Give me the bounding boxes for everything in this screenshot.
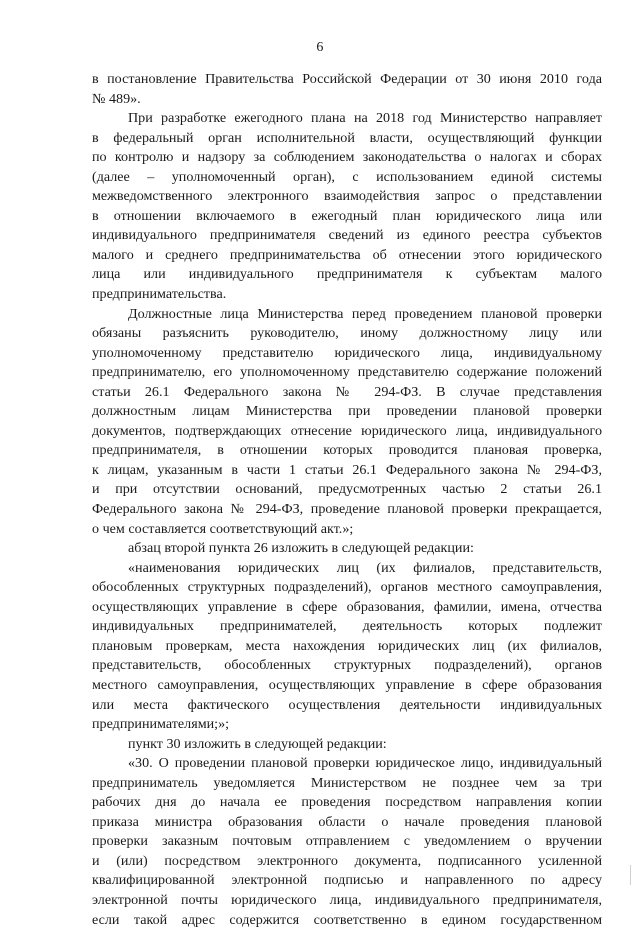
text-line: плановым проверкам, места нахождения юридических лиц (их филиалов, xyxy=(92,637,602,654)
page-number: 6 xyxy=(316,40,324,55)
text-line: обособленных структурных подразделений), органов местного самоуправления, xyxy=(92,579,602,596)
text-line: местного самоуправления, осуществляющих управление в сфере образования xyxy=(92,676,602,693)
text-line: по контролю и надзору за соблюдением законодательства о налогах и сборах xyxy=(92,149,602,166)
text-line: в федеральный орган исполнительной власти, осуществляющий функции xyxy=(92,129,602,146)
text-line: обязаны разъяснить руководителю, иному должностному лицу или xyxy=(92,325,602,342)
text-line: предпринимательства. xyxy=(92,286,227,303)
text-line: электронной почты юридического лица, индивидуального предпринимателя, xyxy=(92,891,602,908)
text-line: о чем составляется соответствующий акт.»; xyxy=(92,520,354,537)
scan-artifact xyxy=(630,865,631,885)
text-line: осуществляющих управление в сфере образования, фамилии, имена, отчества xyxy=(92,598,602,615)
text-line: абзац второй пункта 26 изложить в следующей редакции: xyxy=(128,540,474,557)
text-line: квалифицированной электронной подписью и направленного по адресу xyxy=(92,872,602,889)
text-line: индивидуальных предпринимателей, деятельность которых подлежит xyxy=(92,618,602,635)
text-line: предпринимателями;»; xyxy=(92,716,230,733)
text-line: и при отсутствии оснований, предусмотренных частью 2 статьи 26.1 xyxy=(92,481,602,498)
text-line: лица или индивидуального предпринимателя к субъектам малого xyxy=(92,266,602,283)
text-line: предприниматель уведомляется Министерством не позднее чем за три xyxy=(92,774,602,791)
text-line: рабочих дня до начала ее проведения посредством направления копии xyxy=(92,794,602,811)
text-line: статьи 26.1 Федерального закона № 294-ФЗ. В случае представления xyxy=(92,383,602,400)
text-line: в отношении включаемого в ежегодный план юридического лица или xyxy=(92,207,602,224)
text-line: «наименования юридических лиц (их филиалов, представительств, xyxy=(128,559,602,576)
text-line: Должностные лица Министерства перед проведением плановой проверки xyxy=(128,305,602,322)
text-line: уполномоченному представителю юридического лица, индивидуальному xyxy=(92,344,602,361)
text-line: должностным лицам Министерства при проведении плановой проверки xyxy=(92,403,602,420)
text-line: При разработке ежегодного плана на 2018 год Министерство направляет xyxy=(128,110,602,127)
text-line: проверки заказным почтовым отправлением с уведомлением о вручении xyxy=(92,833,602,850)
text-line: малого и среднего предпринимательства об отнесении этого юридического xyxy=(92,246,602,263)
text-line: предпринимателя, в отношении которых проводится плановая проверка, xyxy=(92,442,602,459)
text-line: предпринимателю, его уполномоченному представителю содержание положений xyxy=(92,364,602,381)
text-line: если такой адрес содержится соответственно в едином государственном xyxy=(92,911,602,928)
text-line: «30. О проведении плановой проверки юридическое лицо, индивидуальный xyxy=(128,755,602,772)
text-line: или места фактического осуществления деятельности индивидуальных xyxy=(92,696,602,713)
text-line: № 489». xyxy=(92,90,141,107)
text-line: документов, подтверждающих отнесение юридического лица, индивидуального xyxy=(92,422,602,439)
text-line: представительств, обособленных структурных подразделений), органов xyxy=(92,657,602,674)
text-line: и (или) посредством электронного документа, подписанного усиленной xyxy=(92,852,602,869)
document-body xyxy=(92,70,602,930)
text-line: межведомственного электронного взаимодействия запрос о представлении xyxy=(92,188,602,205)
text-line: приказа министра образования области о начале проведения плановой xyxy=(92,813,602,830)
text-line: к лицам, указанным в части 1 статьи 26.1 Федерального закона № 294-ФЗ, xyxy=(92,461,602,478)
text-line: пункт 30 изложить в следующей редакции: xyxy=(128,735,387,752)
text-line: в постановление Правительства Российской Федерации от 30 июня 2010 года xyxy=(92,71,602,87)
text-line: индивидуального предпринимателя сведений из единого реестра субъектов xyxy=(92,227,602,244)
text-line: Федерального закона № 294-ФЗ, проведение плановой проверки прекращается, xyxy=(92,501,602,518)
text-line: (далее – уполномоченный орган), с использованием единой системы xyxy=(92,168,602,185)
